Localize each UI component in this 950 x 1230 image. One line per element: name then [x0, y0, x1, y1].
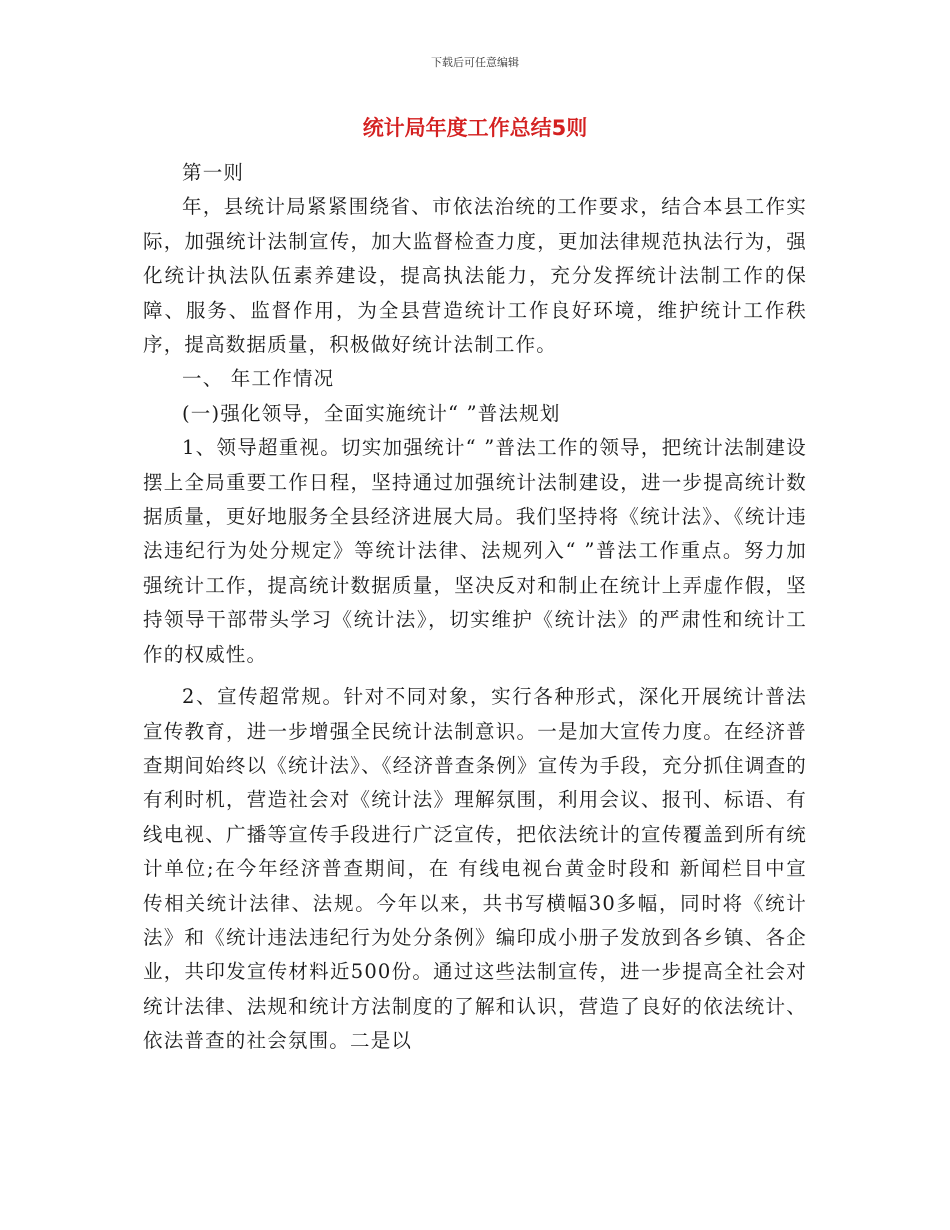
paragraph: 2、宣传超常规。针对不同对象，实行各种形式，深化开展统计普法宣传教育，进一步增强全民统计法制意识。一是加大宣传力度。在经济普查期间始终以《统计法》、《经济普查条例》宣传为手段，充分抓住调查的有利时机，营造社会对《统计法》理解氛围，利用会议、报刊、标语、有线电视、广播等宣传手段进行广泛宣传，把依法统计的宣传覆盖到所有统计单位;在今年经济普查期间，在 有线电视台黄金时段和 新闻栏目中宣传相关统计法律、法规。今年以来，共书写横幅30多幅，同时将《统计法》和《统计违法违纪行为处分条例》编印成小册子发放到各乡镇、各企业，共印发宣传材料近500份。通过这些法制宣传，进一步提高全社会对统计法律、法规和统计方法制度的了解和认识，营造了良好的依法统计、依法普查的社会氛围。二是以 [143, 685, 807, 1053]
subsection-heading: (一)强化领导，全面实施统计“ ”普法规划 [182, 401, 561, 425]
paragraph: 1、领导超重视。切实加强统计“ ”普法工作的领导，把统计法制建设摆上全局重要工作日程，坚持通过加强统计法制建设，进一步提高统计数据质量，更好地服务全县经济进展大局。我们坚持将《统计法》、《统计违法违纪行为处分规定》等统计法律、法规列入“ ”普法工作重点。努力加强统计工作，提高统计数据质量，坚决反对和制止在统计上弄虚作假，坚持领导干部带头学习《统计法》，切实维护《统计法》的严肃性和统计工作的权威性。 [143, 436, 807, 666]
section-heading: 第一则 [182, 161, 245, 184]
section-heading: 一、 年工作情况 [182, 367, 335, 391]
paragraph: 年，县统计局紧紧围绕省、市依法治统的工作要求，结合本县工作实际，加强统计法制宣传，加大监督检查力度，更加法律规范执法行为，强化统计执法队伍素养建设，提高执法能力，充分发挥统计法制工作的保障、服务、监督作用，为全县营造统计工作良好环境，维护统计工作秩序，提高数据质量，积极做好统计法制工作。 [143, 195, 807, 357]
header-note: 下载后可任意编辑 [431, 56, 519, 69]
document-body [143, 156, 807, 1059]
document-title: 统计局年度工作总结5则 [362, 116, 588, 140]
